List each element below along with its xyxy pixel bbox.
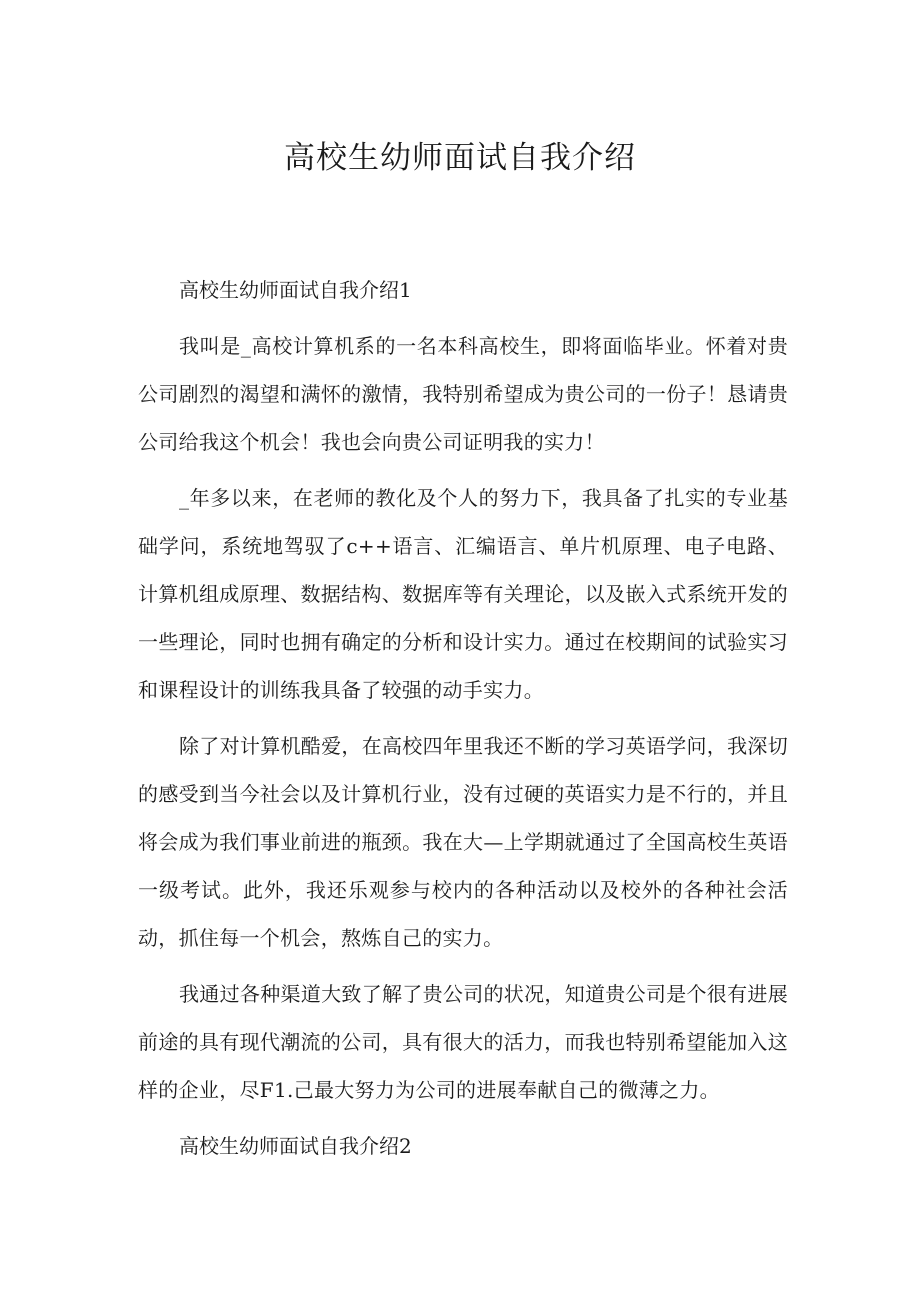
paragraph: 我叫是_高校计算机系的一名本科高校生，即将面临毕业。怀着对贵公司剧烈的渴望和满怀的激情，我特别希望成为贵公司的一份子！恳请贵公司给我这个机会！我也会向贵公司证明我的实力！: [138, 334, 788, 454]
document-body: [138, 266, 788, 1178]
section-heading-2: 高校生幼师面试自我介绍2: [179, 1134, 412, 1158]
paragraph: _年多以来，在老师的教化及个人的努力下，我具备了扎实的专业基础学问，系统地驾驭了c++语言、汇编语言、单片机原理、电子电路、计算机组成原理、数据结构、数据库等有关理论，以及嵌入式系统开发的一些理论，同时也拥有确定的分析和设计实力。通过在校期间的试验实习和课程设计的训练我具备了较强的动手实力。: [138, 486, 788, 702]
paragraph: 除了对计算机酷爱，在高校四年里我还不断的学习英语学问，我深切的感受到当今社会以及计算机行业，没有过硬的英语实力是不行的，并且将会成为我们事业前进的瓶颈。我在大—上学期就通过了全国高校生英语一级考试。此外，我还乐观参与校内的各种活动以及校外的各种社会活动，抓住每一个机会，熬炼自己的实力。: [138, 734, 788, 950]
paragraph: 我通过各种渠道大致了解了贵公司的状况，知道贵公司是个很有进展前途的具有现代潮流的公司，具有很大的活力，而我也特别希望能加入这样的企业，尽F1.己最大努力为公司的进展奉献自己的微薄之力。: [138, 982, 788, 1102]
document-title: 高校生幼师面试自我介绍: [284, 140, 636, 176]
section-heading-1: 高校生幼师面试自我介绍1: [179, 278, 412, 302]
